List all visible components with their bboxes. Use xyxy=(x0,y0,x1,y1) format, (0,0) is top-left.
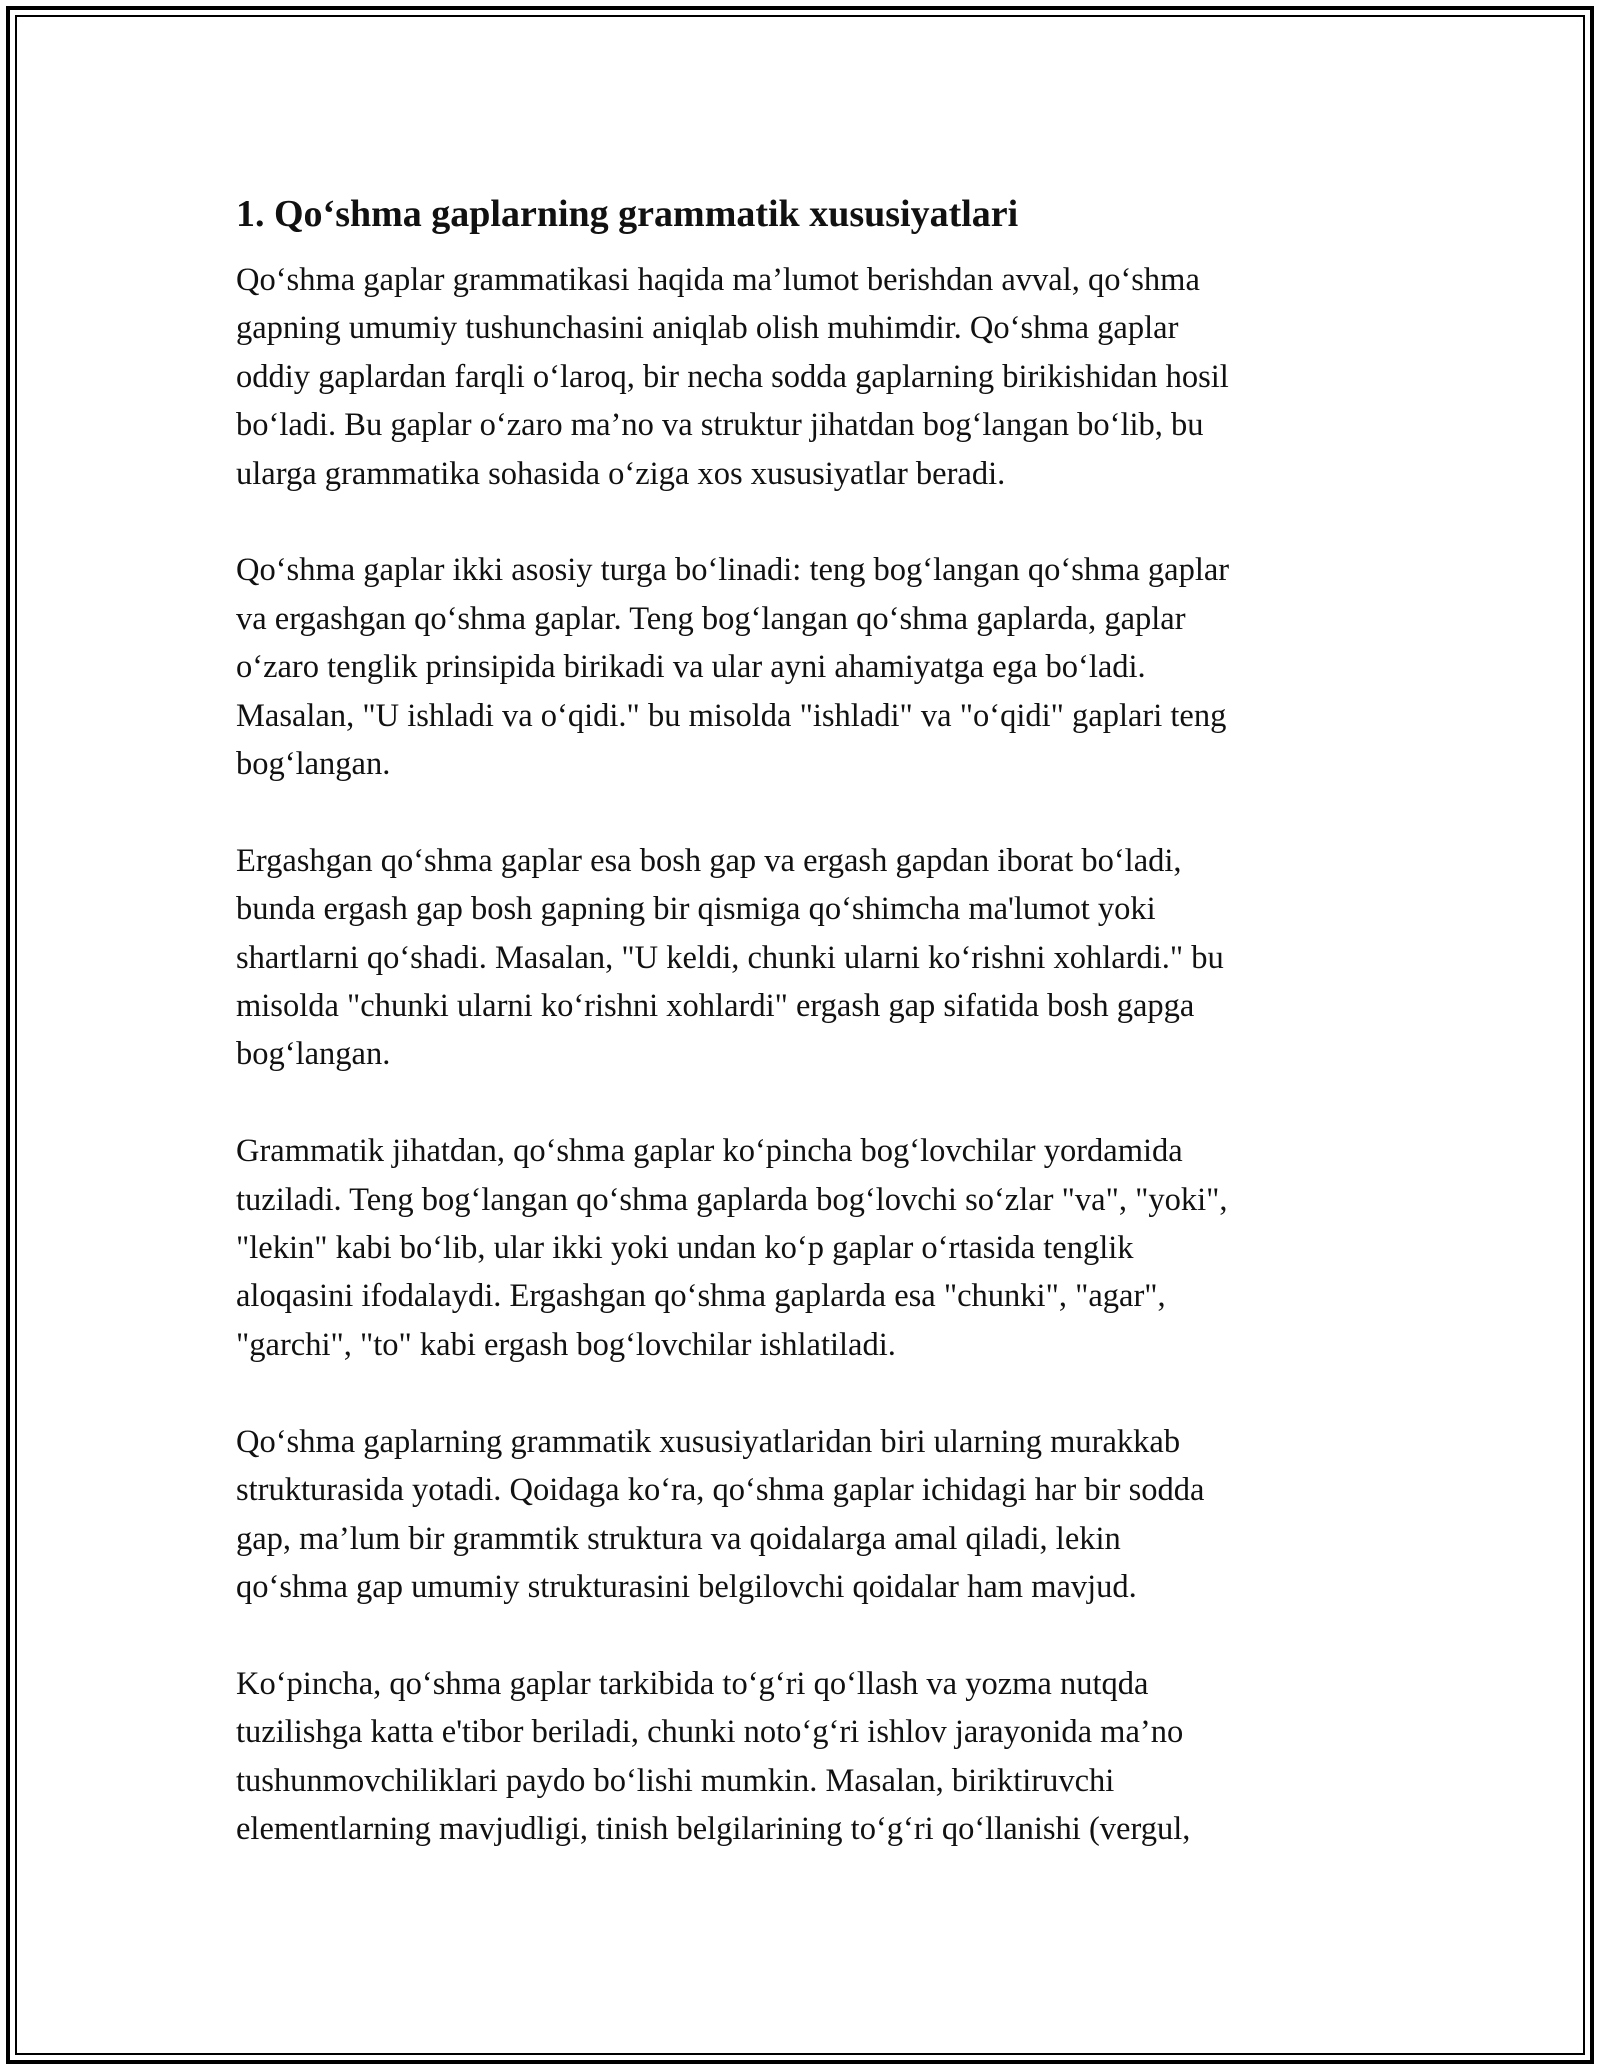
text-line: misolda "chunki ularni ko‘rishni xohlardi" ergash gap sifatida bosh gapga xyxy=(236,988,1195,1025)
text-line: strukturasida yotadi. Qoidaga ko‘ra, qo‘shma gaplar ichidagi har bir sodda xyxy=(236,1472,1205,1509)
paragraph-1 xyxy=(236,256,1366,498)
text-line: Ko‘pincha, qo‘shma gaplar tarkibida to‘g‘ri qo‘llash va yozma nutqda xyxy=(236,1665,1149,1702)
section-heading: 1. Qo‘shma gaplarning grammatik xususiyatlari xyxy=(236,193,1019,235)
text-line: shartlarni qo‘shadi. Masalan, "U keldi, chunki ularni ko‘rishni xohlardi." bu xyxy=(236,939,1224,976)
text-line: bunda ergash gap bosh gapning bir qismiga qo‘shimcha ma'lumot yoki xyxy=(236,891,1156,928)
text-line: gap, ma’lum bir grammtik struktura va qoidalarga amal qiladi, lekin xyxy=(236,1520,1121,1557)
document-body xyxy=(236,186,1366,1902)
text-line: Qo‘shma gaplarning grammatik xususiyatlaridan biri ularning murakkab xyxy=(236,1423,1181,1460)
text-line: o‘zaro tenglik prinsipida birikadi va ular ayni ahamiyatga ega bo‘ladi. xyxy=(236,649,1146,686)
text-line: tuziladi. Teng bog‘langan qo‘shma gaplarda bog‘lovchi so‘zlar "va", "yoki", xyxy=(236,1181,1228,1218)
paragraph-2 xyxy=(236,546,1366,788)
text-line: Qo‘shma gaplar ikki asosiy turga bo‘linadi: teng bog‘langan qo‘shma gaplar xyxy=(236,552,1230,589)
paragraph-4 xyxy=(236,1127,1366,1369)
paragraph-3 xyxy=(236,837,1366,1079)
text-line: oddiy gaplardan farqli o‘laroq, bir necha sodda gaplarning birikishidan hosil xyxy=(236,358,1229,395)
text-line: va ergashgan qo‘shma gaplar. Teng bog‘langan qo‘shma gaplarda, gaplar xyxy=(236,600,1186,637)
text-line: "lekin" kabi bo‘lib, ular ikki yoki undan ko‘p gaplar o‘rtasida tenglik xyxy=(236,1230,1134,1267)
paragraph-5 xyxy=(236,1418,1366,1612)
text-line: gapning umumiy tushunchasini aniqlab olish muhimdir. Qo‘shma gaplar xyxy=(236,310,1179,347)
text-line: tuzilishga katta e'tibor beriladi, chunki noto‘g‘ri ishlov jarayonida ma’no xyxy=(236,1714,1184,1751)
text-line: ularga grammatika sohasida o‘ziga xos xususiyatlar beradi. xyxy=(236,455,1006,492)
text-line: Grammatik jihatdan, qo‘shma gaplar ko‘pincha bog‘lovchilar yordamida xyxy=(236,1133,1183,1170)
text-line: elementlarning mavjudligi, tinish belgilarining to‘g‘ri qo‘llanishi (vergul, xyxy=(236,1810,1191,1847)
text-line: qo‘shma gap umumiy strukturasini belgilovchi qoidalar ham mavjud. xyxy=(236,1568,1137,1605)
text-line: bo‘ladi. Bu gaplar o‘zaro ma’no va struktur jihatdan bog‘langan bo‘lib, bu xyxy=(236,407,1204,444)
paragraph-6 xyxy=(236,1660,1366,1854)
text-line: Qo‘shma gaplar grammatikasi haqida ma’lumot berishdan avval, qo‘shma xyxy=(236,262,1200,298)
text-line: "garchi", "to" kabi ergash bog‘lovchilar ishlatiladi. xyxy=(236,1326,896,1363)
text-line: bog‘langan. xyxy=(236,746,391,783)
text-line: aloqasini ifodalaydi. Ergashgan qo‘shma gaplarda esa "chunki", "agar", xyxy=(236,1278,1166,1315)
text-line: Ergashgan qo‘shma gaplar esa bosh gap va ergash gapdan iborat bo‘ladi, xyxy=(236,842,1182,879)
text-line: bog‘langan. xyxy=(236,1036,391,1073)
text-line: tushunmovchiliklari paydo bo‘lishi mumkin. Masalan, biriktiruvchi xyxy=(236,1762,1115,1799)
text-line: Masalan, "U ishladi va o‘qidi." bu misolda "ishladi" va "o‘qidi" gaplari teng xyxy=(236,697,1227,734)
